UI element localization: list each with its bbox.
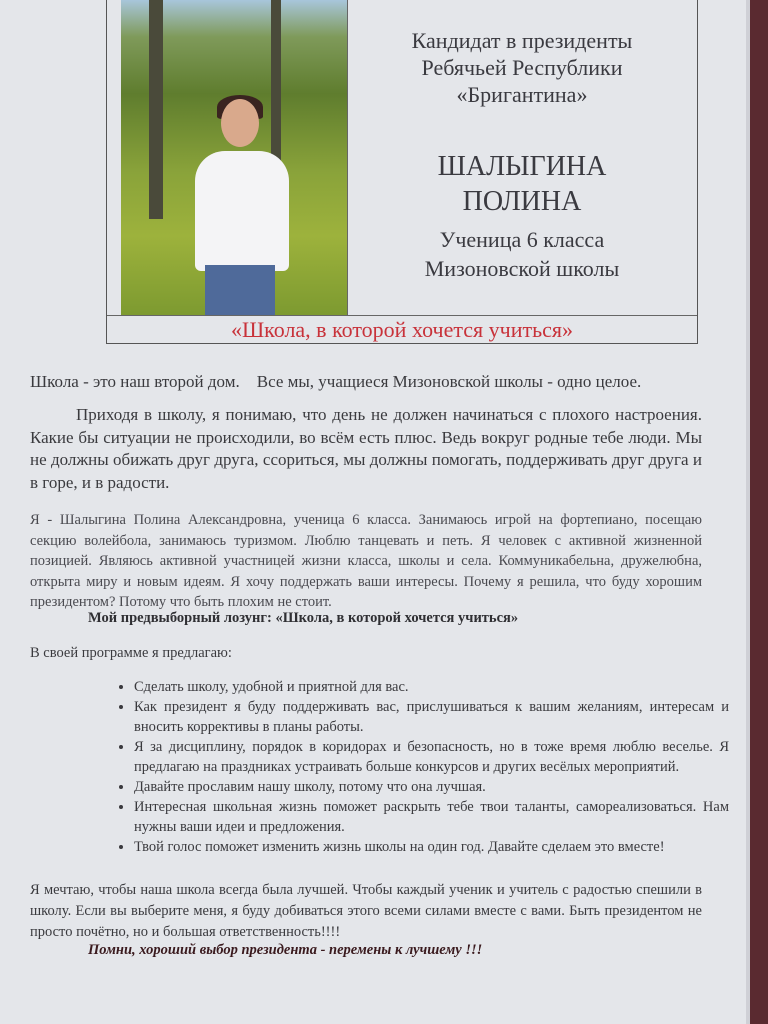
divider bbox=[107, 315, 697, 316]
program-list bbox=[108, 677, 729, 857]
list-item: • Интересная школьная жизнь поможет раскрыть тебе твои таланты, самореализоваться. Нам нужны ваши идеи и предложения. bbox=[134, 797, 729, 837]
jeans bbox=[205, 265, 275, 315]
list-item: • Сделать школу, удобной и приятной для вас. bbox=[134, 677, 729, 697]
program-intro: В своей программе я предлагаю: bbox=[30, 645, 232, 661]
candidate-school bbox=[347, 225, 697, 283]
list-item: • Твой голос поможет изменить жизнь школы на один год. Давайте сделаем это вместе! bbox=[134, 837, 729, 857]
face bbox=[221, 99, 259, 147]
title-line: Ребячьей Республики bbox=[421, 55, 623, 80]
list-item: • Я за дисциплину, порядок в коридорах и безопасность, но в тоже время люблю веселье. Я предлагаю на праздниках устраивать больше конкурсов и других весёлых мероприятий. bbox=[134, 737, 729, 777]
candidate-header-box bbox=[106, 0, 698, 344]
slogan: «Школа, в которой хочется учиться» bbox=[230, 317, 574, 342]
candidate-title bbox=[347, 27, 697, 108]
title-line: «Бригантина» bbox=[456, 82, 588, 107]
shirt bbox=[195, 151, 289, 271]
about-paragraph: Я - Шалыгина Полина Александровна, ученица 6 класса. Занимаюсь игрой на фортепиано, посещаю секцию волейбола, занимаюсь туризмом. Люблю танцевать и петь. Я человек с активной жизненной позицией. Являюсь активной участницей жизни класса, школы и села. Коммуникабельна, дружелюбна, открыта миру и новым идеям. Я хочу поддержать ваши интересы. Почему я решила, что буду хорошим президентом? Потому что быть плохим не стоит. bbox=[30, 512, 702, 610]
grade: Ученица 6 класса bbox=[439, 227, 605, 252]
tree-trunk bbox=[149, 0, 163, 219]
first-name: ПОЛИНА bbox=[462, 186, 582, 217]
final-slogan: Помни, хороший выбор президента - перемены к лучшему !!! bbox=[88, 942, 483, 958]
closing-paragraph: Я мечтаю, чтобы наша школа всегда была лучшей. Чтобы каждый ученик и учитель с радостью спешили в школу. Если вы выберите меня, я буду добиваться этого всеми силами вместе с вами. Быть президентом не просто почётно, но и большая ответственность!!!! bbox=[30, 882, 702, 940]
title-line: Кандидат в президенты bbox=[411, 28, 633, 53]
candidate-name bbox=[347, 149, 697, 219]
school: Мизоновской школы bbox=[424, 256, 620, 281]
list-item: • Как президент я буду поддерживать вас, прислушиваться к вашим желаниям, интересам и вносить коррективы в планы работы. bbox=[134, 697, 729, 737]
surname: ШАЛЫГИНА bbox=[437, 151, 607, 182]
motto: Мой предвыборный лозунг: «Школа, в которой хочется учиться» bbox=[88, 610, 519, 626]
intro-text: Школа - это наш второй дом. Все мы, учащиеся Мизоновской школы - одно целое. bbox=[30, 372, 642, 391]
list-item: • Давайте прославим нашу школу, потому что она лучшая. bbox=[134, 777, 729, 797]
paragraph: Приходя в школу, я понимаю, что день не должен начинаться с плохого настроения. Какие бы ситуации не происходили, во всём есть плюс. Ведь вокруг родные тебе люди. Мы не должны обижать друг друга, ссориться, мы должны помогать, поддерживать друг друга и в горе, и в радости. bbox=[30, 405, 702, 492]
background-surface bbox=[750, 0, 768, 1024]
candidate-photo bbox=[121, 0, 348, 315]
